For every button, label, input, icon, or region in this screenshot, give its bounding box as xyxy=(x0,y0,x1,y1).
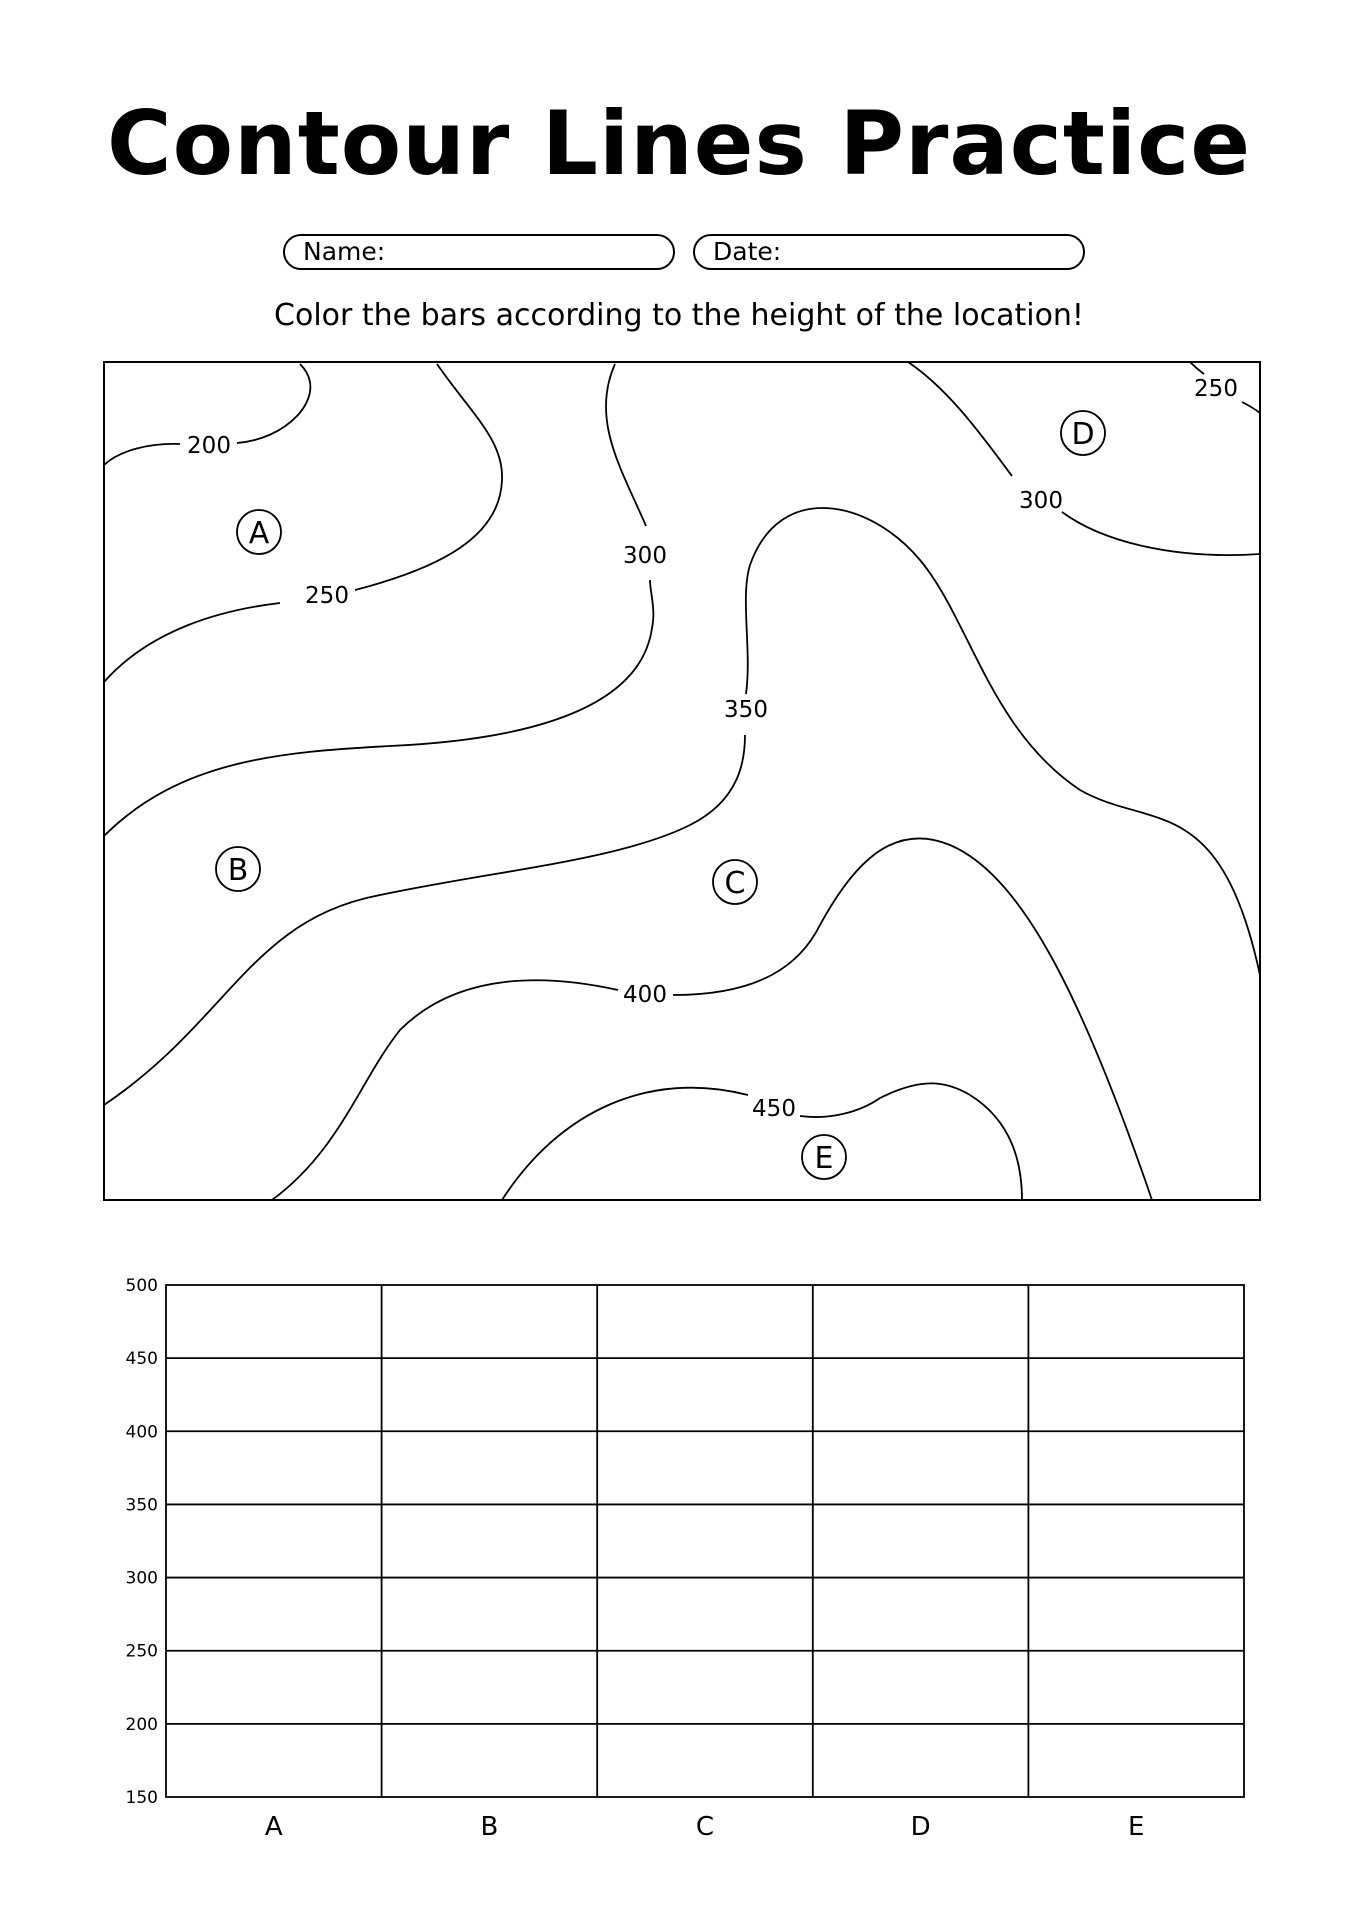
contour-line-250-left xyxy=(104,364,502,682)
point-marker-c xyxy=(713,860,757,904)
date-label: Date: xyxy=(713,237,782,266)
point-label-b: B xyxy=(227,853,249,888)
category-label-a: A xyxy=(264,1812,283,1842)
contour-label-250-right: 250 xyxy=(1194,376,1238,402)
y-tick-label: 500 xyxy=(125,1276,158,1296)
name-label: Name: xyxy=(303,237,386,266)
y-tick-label: 150 xyxy=(125,1788,158,1808)
page-title: Contour Lines Practice xyxy=(107,92,1251,195)
map-frame xyxy=(104,362,1260,1200)
category-label-b: B xyxy=(480,1812,499,1842)
bar-chart-grid xyxy=(126,1276,1244,1842)
point-label-c: C xyxy=(724,866,746,901)
contour-label-200: 200 xyxy=(187,433,231,459)
category-label-e: E xyxy=(1127,1812,1145,1842)
y-tick-label: 200 xyxy=(125,1714,158,1735)
y-tick-label: 300 xyxy=(125,1568,158,1589)
contour-label-350: 350 xyxy=(724,697,768,723)
point-marker-d xyxy=(1061,411,1105,455)
y-tick-label: 250 xyxy=(125,1641,158,1662)
contour-label-250: 250 xyxy=(305,583,349,609)
point-marker-b xyxy=(216,847,260,891)
point-marker-e xyxy=(802,1135,846,1179)
y-tick-label: 450 xyxy=(125,1349,158,1370)
contour-line-400 xyxy=(272,838,1152,1200)
contour-label-450: 450 xyxy=(752,1096,796,1122)
instructions-text: Color the bars according to the height of the location! xyxy=(274,298,1084,333)
contour-label-300: 300 xyxy=(623,543,667,569)
contour-line-350 xyxy=(104,508,1260,1105)
category-label-d: D xyxy=(910,1812,931,1842)
contour-label-300-right: 300 xyxy=(1019,488,1063,514)
contour-map xyxy=(104,362,1260,1200)
point-marker-a xyxy=(237,510,281,554)
category-label-c: C xyxy=(695,1812,715,1842)
chart-frame xyxy=(166,1285,1244,1797)
y-tick-label: 400 xyxy=(125,1422,158,1443)
point-label-e: E xyxy=(814,1141,834,1176)
point-label-a: A xyxy=(248,516,270,551)
point-label-d: D xyxy=(1071,417,1095,452)
contour-label-400: 400 xyxy=(623,982,667,1008)
y-tick-label: 350 xyxy=(125,1495,158,1516)
